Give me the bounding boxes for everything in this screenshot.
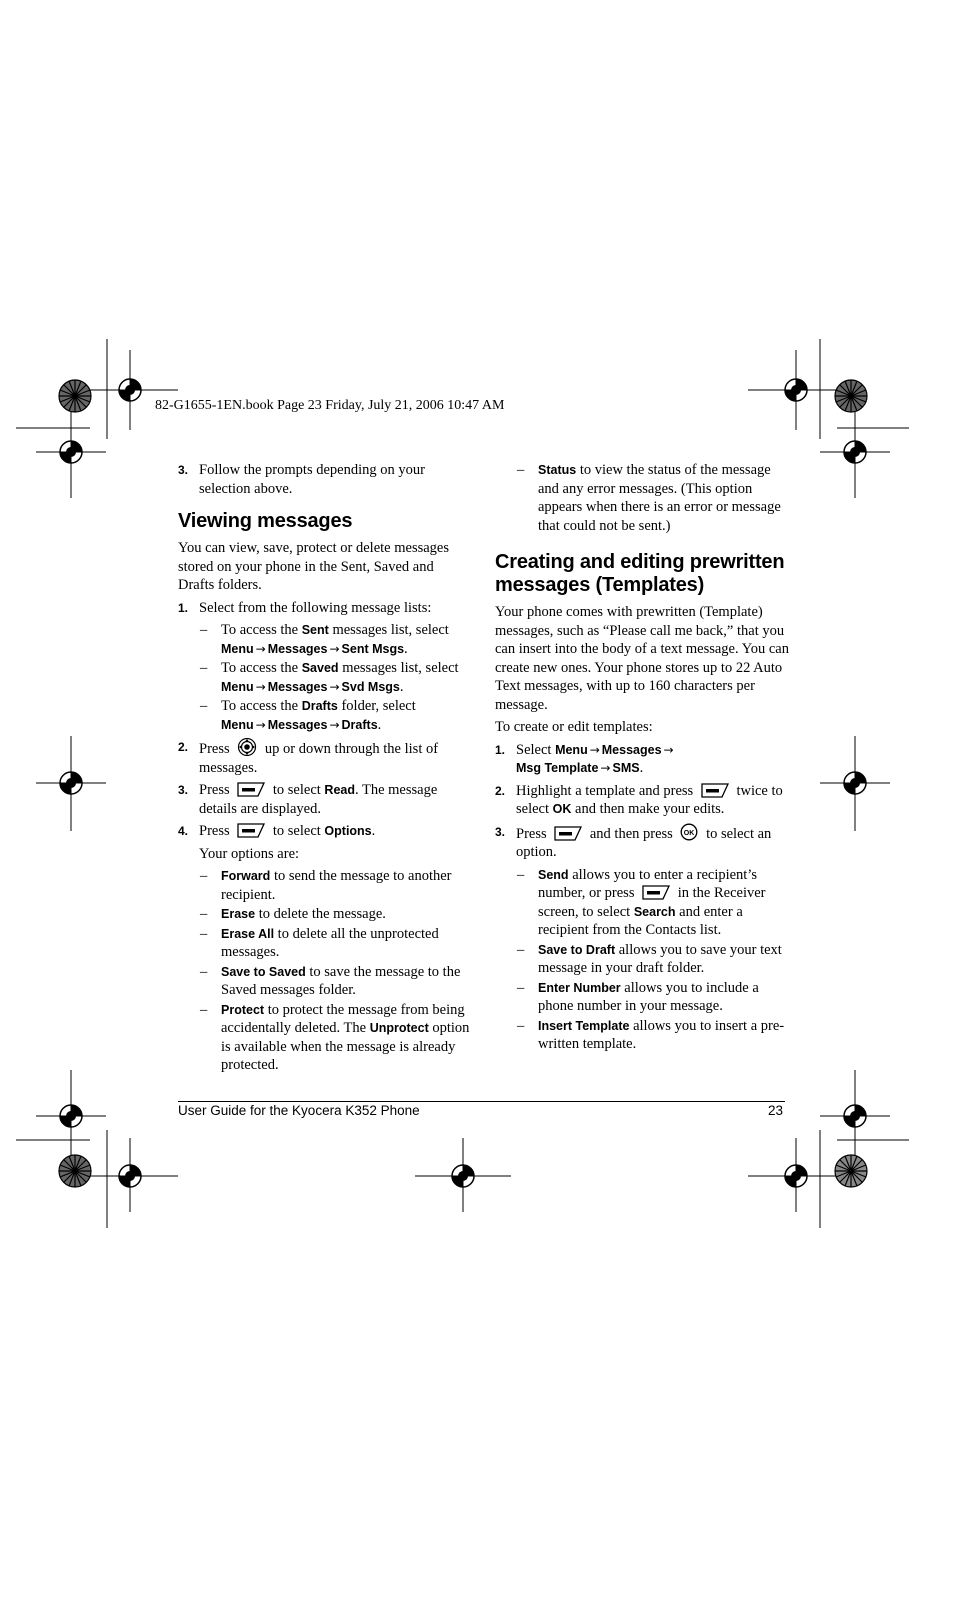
arrow-icon: → (600, 761, 611, 775)
navigation-key-icon (237, 738, 257, 756)
menu-path: Msg Template (516, 761, 599, 775)
step-text: to select (272, 782, 325, 798)
step-text: Highlight a template and press (516, 782, 694, 799)
dash-bullet: – (200, 925, 208, 942)
keyword: Erase (221, 907, 256, 921)
softkey-icon (237, 782, 265, 797)
step-2 (495, 782, 790, 819)
keyword: Forward (221, 869, 271, 883)
keyword: Sent (301, 623, 329, 637)
arrow-icon: → (663, 742, 674, 757)
menu-path: SMS (612, 761, 640, 775)
item-text: To access the (221, 660, 302, 676)
step-4 (178, 822, 473, 841)
step-number: 1. (495, 742, 506, 757)
option-text: to delete all the unprotected messages. (221, 925, 439, 960)
footer-title: User Guide for the Kyocera K352 Phone (178, 1103, 420, 1118)
step-text: to select (272, 823, 325, 839)
step-3-previous (178, 461, 473, 498)
step-text: Select (516, 741, 556, 758)
option-forward (178, 867, 473, 904)
item-text: To access the (221, 622, 302, 638)
section-heading-viewing-messages: Viewing messages (178, 510, 353, 532)
keyword: Unprotect (369, 1021, 429, 1035)
dash-bullet: – (200, 1001, 208, 1018)
keyword: Drafts (301, 699, 338, 713)
dash-bullet: – (517, 941, 525, 958)
step-text: Follow the prompts depending on your selection above. (199, 462, 425, 497)
arrow-icon: → (329, 717, 340, 732)
step-number: 3. (495, 824, 506, 839)
keyword: Saved (301, 661, 339, 675)
menu-path: Svd Msgs (341, 679, 400, 694)
ok-key-label: OK (684, 829, 695, 837)
option-text: to delete the message. (255, 906, 386, 922)
softkey-icon (237, 823, 265, 838)
softkey-icon (554, 826, 582, 841)
arrow-icon: → (255, 679, 266, 694)
option-protect (178, 1001, 473, 1075)
keyword: Save to Draft (538, 942, 616, 957)
option-text: allows you to insert a pre-written template. (538, 1017, 785, 1052)
step-number: 2. (178, 740, 189, 754)
step-2 (178, 738, 473, 777)
menu-path: Messages (267, 717, 328, 732)
option-save-to-draft (495, 941, 790, 978)
arrow-icon: → (255, 641, 266, 656)
item-text: messages list, select (338, 660, 459, 676)
step-text: Select from the following message lists: (199, 599, 432, 616)
footer-rule (178, 1101, 785, 1102)
section-heading-templates: Creating and editing prewritten messages (Templates) (495, 551, 785, 596)
ok-key-icon (680, 823, 698, 841)
option-erase (178, 905, 473, 924)
keyword: Search (633, 904, 676, 919)
menu-path: Messages (267, 641, 328, 656)
dash-bullet: – (517, 1017, 525, 1034)
step-text: and then press (589, 825, 673, 842)
item-text: To access the (221, 698, 302, 714)
keyword: Options (324, 824, 372, 838)
menu-path: Sent Msgs (341, 641, 405, 656)
list-item-saved: – To access the Saved messages list, select Menu → Messages → Svd Msgs. (200, 660, 459, 695)
option-text: in the Receiver screen, to select (538, 885, 766, 920)
arrow-icon: → (255, 717, 266, 732)
option-text: allows you to include a phone number in your message. (538, 979, 759, 1014)
keyword: Read (324, 783, 355, 797)
option-erase-all (178, 925, 473, 962)
menu-path: Messages (267, 679, 328, 694)
menu-path: Menu (221, 641, 254, 656)
step-1 (178, 599, 473, 618)
arrow-icon: → (329, 641, 340, 656)
option-save-to-saved (178, 963, 473, 1000)
step-text: Press (199, 782, 230, 798)
keyword: Status (538, 463, 577, 477)
menu-path: Messages (601, 742, 662, 757)
list-item-drafts: – To access the Drafts folder, select Menu → Messages → Drafts. (200, 698, 416, 733)
options-intro: Your options are: (199, 845, 300, 862)
step-text: to select an option. (516, 825, 772, 860)
section-intro: Your phone comes with prewritten (Template) messages, such as “Please call me back,” that you can insert into the body of a text message. You can create new ones. Your phone stores up to 22 Auto Text messages, with up to 160 characters per message. (495, 604, 789, 713)
step-text: and then make your edits. (571, 801, 725, 817)
page-number: 23 (768, 1103, 784, 1118)
dash-bullet: – (200, 906, 208, 922)
option-text: to view the status of the message and any error messages. (This option appears when there is an error or message that could not be sent.) (538, 462, 781, 534)
keyword: Erase All (221, 926, 275, 941)
option-text: to protect the message from being accidentally deleted. The (221, 1001, 465, 1036)
dash-bullet: – (517, 979, 525, 996)
step-text: Press (199, 823, 230, 839)
item-text: messages list, select (328, 622, 449, 638)
section-intro: You can view, save, protect or delete messages stored on your phone in the Sent, Saved and Drafts folders. (178, 540, 449, 593)
step-text: . The message details are displayed. (199, 782, 438, 817)
step-text: twice to select (516, 782, 783, 817)
step-number: 3. (178, 783, 189, 797)
arrow-icon: → (589, 742, 600, 757)
option-text: allows you to save your text message in your draft folder. (538, 941, 782, 976)
step-3 (495, 823, 790, 862)
step-number: 1. (178, 600, 189, 615)
list-item-sent: – To access the Sent messages list, select Menu → Messages → Sent Msgs. (200, 622, 449, 657)
step-text: Press (199, 741, 230, 757)
option-text: option is available when the message is already protected. (221, 1020, 470, 1073)
option-send (495, 866, 790, 940)
option-status (495, 461, 790, 535)
left-column (178, 461, 473, 1076)
keyword: Protect (221, 1002, 265, 1017)
item-text: folder, select (337, 698, 416, 714)
option-text: to send the message to another recipient. (221, 868, 452, 903)
step-1: 1. Select Menu → Messages → Msg Template → SMS. (495, 741, 674, 776)
keyword: Enter Number (538, 980, 621, 995)
dash-bullet: – (200, 622, 208, 638)
dash-bullet: – (517, 462, 525, 478)
section-lead: To create or edit templates: (495, 719, 653, 735)
option-text: to save the message to the Saved messages folder. (221, 963, 461, 998)
arrow-icon: → (329, 679, 340, 694)
keyword: OK (552, 802, 572, 816)
step-number: 2. (495, 783, 506, 798)
right-column (495, 461, 790, 1055)
keyword: Save to Saved (221, 964, 306, 979)
print-slug: 82-G1655-1EN.book Page 23 Friday, July 21, 2006 10:47 AM (155, 398, 505, 413)
dash-bullet: – (200, 698, 208, 714)
step-3 (178, 781, 473, 818)
menu-path: Menu (221, 717, 254, 732)
option-text: and enter a recipient from the Contacts list. (538, 903, 743, 938)
menu-path: Menu (555, 742, 588, 757)
option-text: allows you to enter a recipient’s number, or press (538, 866, 758, 901)
dash-bullet: – (200, 660, 208, 676)
step-text: up or down through the list of messages. (199, 741, 439, 776)
step-text: Press (516, 825, 547, 842)
keyword: Insert Template (538, 1018, 630, 1033)
option-enter-number (495, 979, 790, 1016)
keyword: Send (538, 867, 569, 882)
step-number: 3. (178, 463, 189, 477)
step-text: . (371, 823, 376, 839)
softkey-icon (701, 783, 729, 798)
dash-bullet: – (200, 963, 208, 980)
menu-path: Menu (221, 679, 254, 694)
dash-bullet: – (200, 868, 208, 884)
softkey-icon (642, 885, 670, 900)
menu-path: Drafts (341, 717, 378, 732)
step-number: 4. (178, 824, 189, 838)
option-insert-template (495, 1017, 790, 1054)
dash-bullet: – (517, 866, 525, 883)
